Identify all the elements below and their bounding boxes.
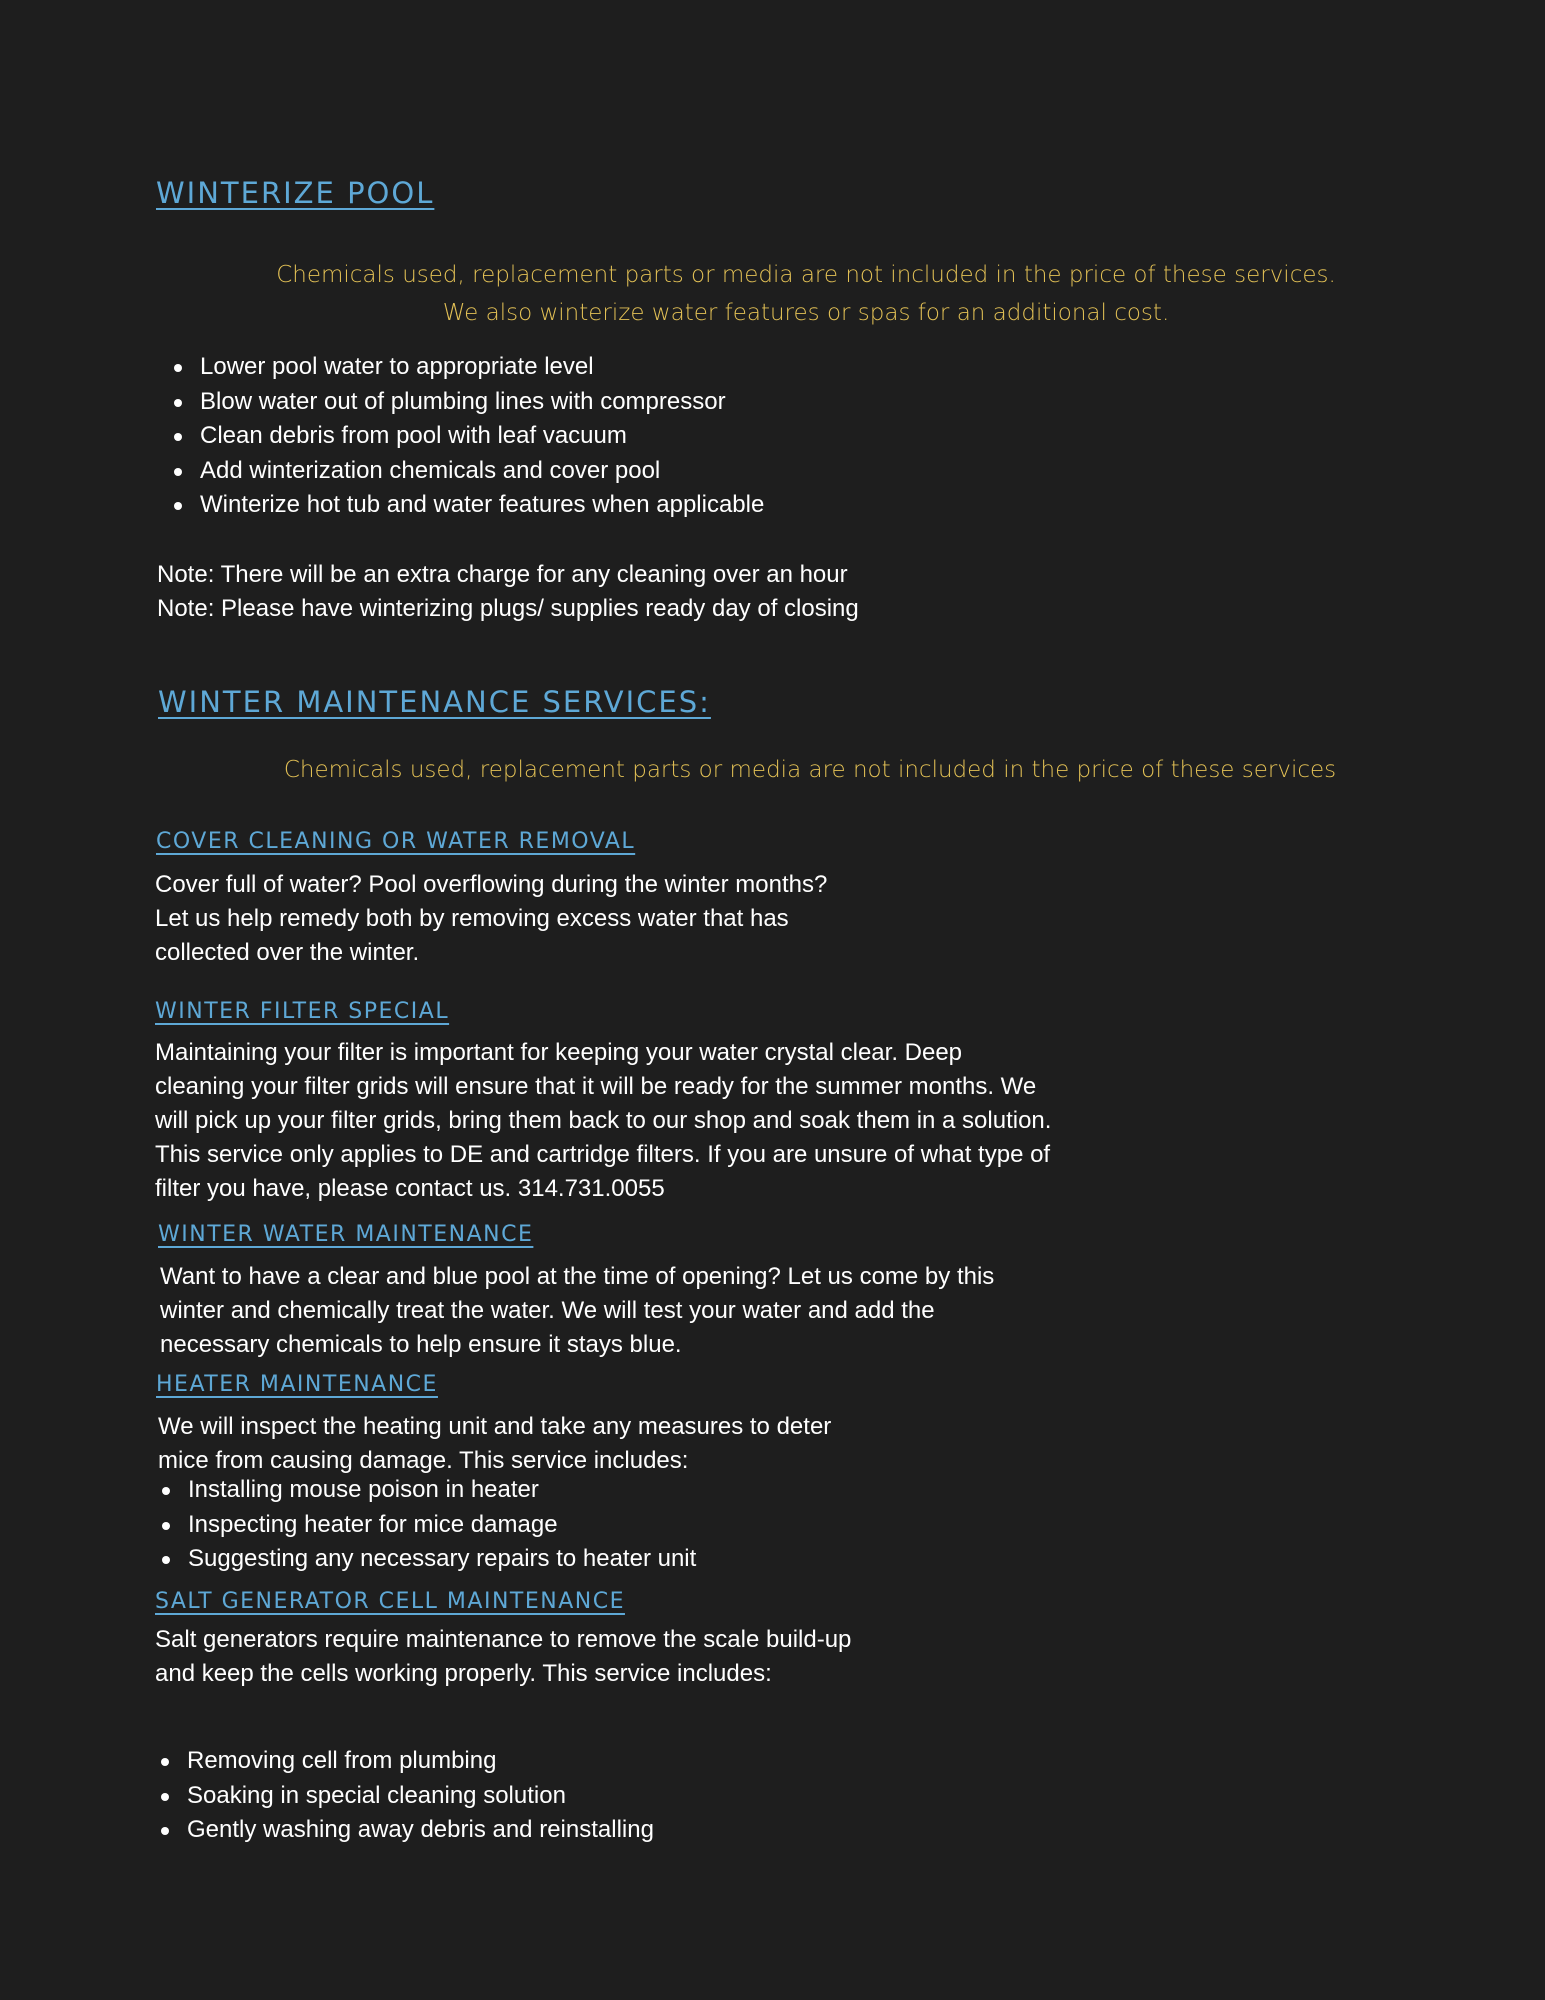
note-winterizing-plugs: Note: Please have winterizing plugs/ supplies ready day of closing	[157, 595, 859, 622]
heater-maintenance-description: We will inspect the heating unit and take any measures to deter mice from causing damage. This service includes:	[158, 1413, 832, 1474]
list-item: Gently washing away debris and reinstalling	[155, 1813, 654, 1848]
list-item: Installing mouse poison in heater	[156, 1473, 696, 1508]
salt-generator-heading: SALT GENERATOR CELL MAINTENANCE	[155, 1589, 625, 1614]
winterize-notes	[157, 558, 859, 626]
filter-special-heading: WINTER FILTER SPECIAL	[155, 999, 450, 1024]
list-item: Lower pool water to appropriate level	[168, 350, 764, 385]
list-item: Blow water out of plumbing lines with compressor	[168, 385, 764, 420]
note-extra-charge: Note: There will be an extra charge for any cleaning over an hour	[157, 561, 848, 588]
cover-cleaning-description: Cover full of water? Pool overflowing during the winter months? Let us help remedy both by removing excess water that has collected over the winter.	[155, 871, 828, 966]
winter-maintenance-notice: Chemicals used, replacement parts or media are not included in the price of these services	[283, 757, 1337, 783]
heater-maintenance-heading: HEATER MAINTENANCE	[156, 1372, 438, 1397]
cover-cleaning-heading: COVER CLEANING OR WATER REMOVAL	[156, 829, 636, 854]
winter-maintenance-heading: WINTER MAINTENANCE SERVICES:	[158, 685, 711, 719]
salt-service-list	[155, 1744, 654, 1848]
list-item: Removing cell from plumbing	[155, 1744, 654, 1779]
list-item: Suggesting any necessary repairs to heater unit	[156, 1542, 696, 1577]
filter-special-description: Maintaining your filter is important for keeping your water crystal clear. Deep cleaning your filter grids will ensure that it will be ready for the summer months. We will pick up your filter grids, bring them back to our shop and soak them in a solution. This service only applies to DE and cartridge filters. If you are unsure of what type of filter you have, please contact us. 314.731.0055	[155, 1039, 1052, 1202]
list-item: Soaking in special cleaning solution	[155, 1779, 654, 1814]
winterize-notice-line-1: Chemicals used, replacement parts or media are not included in the price of these services.	[276, 262, 1336, 288]
winterize-notice-line-2: We also winterize water features or spas for an additional cost.	[442, 300, 1170, 326]
list-item: Inspecting heater for mice damage	[156, 1508, 696, 1543]
water-maintenance-description: Want to have a clear and blue pool at the time of opening? Let us come by this winter and chemically treat the water. We will test your water and add the necessary chemicals to help ensure it stays blue.	[160, 1263, 995, 1358]
winterize-task-list	[168, 350, 764, 523]
list-item: Winterize hot tub and water features when applicable	[168, 488, 764, 523]
winterize-pool-heading: WINTERIZE POOL	[156, 176, 435, 210]
heater-service-list	[156, 1473, 696, 1577]
list-item: Clean debris from pool with leaf vacuum	[168, 419, 764, 454]
list-item: Add winterization chemicals and cover pool	[168, 454, 764, 489]
water-maintenance-heading: WINTER WATER MAINTENANCE	[158, 1222, 534, 1247]
salt-generator-description: Salt generators require maintenance to remove the scale build-up and keep the cells working properly. This service includes:	[155, 1626, 852, 1687]
